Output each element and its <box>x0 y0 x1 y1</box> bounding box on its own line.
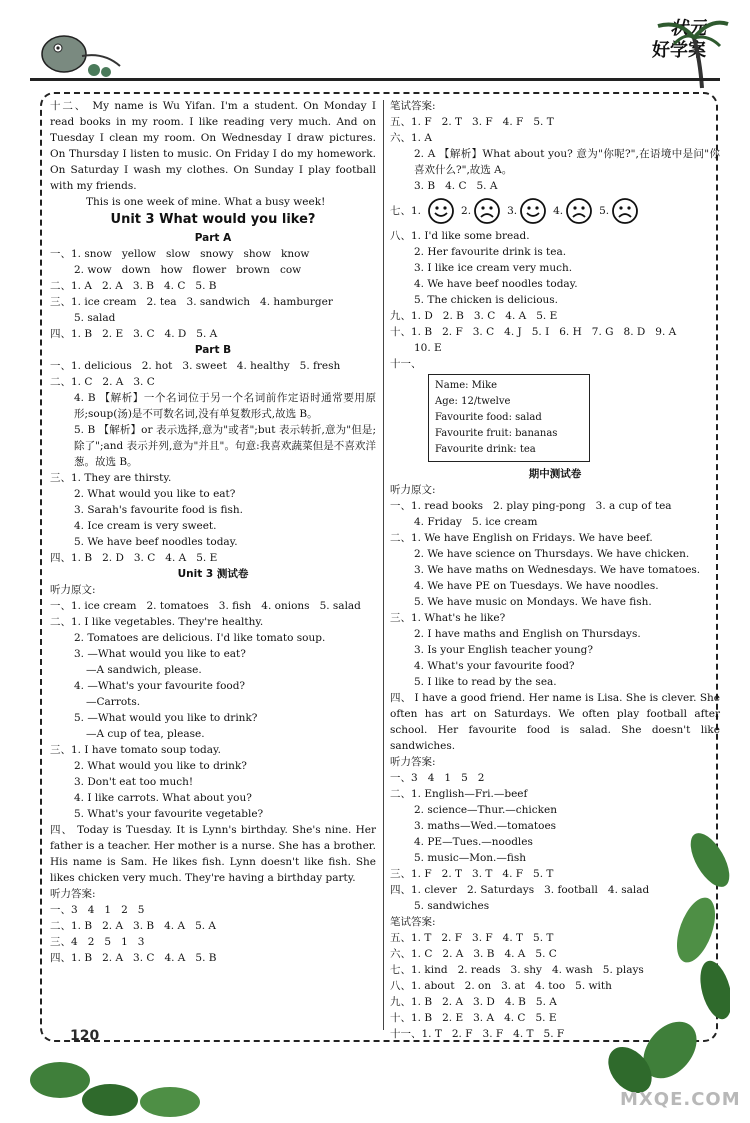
answer-line: 七、1. kind 2. reads 3. shy 4. wash 5. plays <box>390 964 644 976</box>
answer-line: —A cup of tea, please. <box>86 728 205 740</box>
answer-explanation: 2. A 【解析】What about you? 意为"你呢?",在语境中是问"你喜欢什么?",故选 A。 <box>414 148 720 176</box>
info-drink: Favourite drink: tea <box>435 444 536 455</box>
face-answer <box>427 197 455 225</box>
section-label: 听力原文: <box>390 484 436 496</box>
answer-line: 三、1. ice cream 2. tea 3. sandwich 4. hamburger <box>50 296 333 308</box>
answer-line: 4. I like carrots. What about you? <box>74 792 252 804</box>
sad-face-icon <box>611 197 639 225</box>
answer-line: 4. —What's your favourite food? <box>74 680 246 692</box>
answer-line: 一、1. ice cream 2. tomatoes 3. fish 4. onions 5. salad <box>50 600 361 612</box>
answer-line: 2. I have maths and English on Thursdays. <box>414 628 641 640</box>
header-rule <box>30 78 720 81</box>
midterm-heading: 期中测试卷 <box>528 468 582 480</box>
answer-line: 九、1. D 2. B 3. C 4. A 5. E <box>390 310 558 322</box>
listening-passage: 四、 I have a good friend. Her name is Lisa. She is clever. She often has art on Saturdays. We often play football after school. Her favourite food is salad. She doesn't like sandwiches. <box>390 692 720 752</box>
answer-line: 五、1. T 2. F 3. F 4. T 5. T <box>390 932 554 944</box>
answer-explanation: 4. B 【解析】一个名词位于另一个名词前作定语时通常要用原形;soup(汤)是不可数名词,没有单复数形式,故选 B。 <box>74 392 376 420</box>
answer-line: 三、4 2 5 1 3 <box>50 936 145 948</box>
answer-line: 2. Tomatoes are delicious. I'd like tomato soup. <box>74 632 326 644</box>
leaves-bottom-icon <box>30 1020 210 1120</box>
right-column <box>390 98 720 1042</box>
answer-line: 一、1. read books 2. play ping-pong 3. a cup of tea <box>390 500 672 512</box>
face-answer <box>599 197 639 225</box>
answer-line: 六、1. C 2. A 3. B 4. A 5. C <box>390 948 557 960</box>
sad-face-icon <box>473 197 501 225</box>
answer-line: 八、1. about 2. on 3. at 4. too 5. with <box>390 980 612 992</box>
answer-line: 4. We have PE on Tuesdays. We have noodles. <box>414 580 659 592</box>
unit-title: Unit 3 What would you like? <box>110 212 316 227</box>
answer-line: 2. What would you like to drink? <box>74 760 247 772</box>
answer-line: 三、1. I have tomato soup today. <box>50 744 221 756</box>
answer-line: 三、1. What's he like? <box>390 612 506 624</box>
answer-line: 4. What's your favourite food? <box>414 660 575 672</box>
answer-line: 3. Don't eat too much! <box>74 776 194 788</box>
face-label: 5. <box>599 205 610 217</box>
answer-line: 二、1. We have English on Fridays. We have beef. <box>390 532 653 544</box>
face-label: 七、1. <box>390 205 422 217</box>
brand-line1: 状元 <box>670 18 706 39</box>
answer-line: 5. We have beef noodles today. <box>74 536 238 548</box>
answer-line: 5. music—Mon.—fish <box>414 852 527 864</box>
section-label: 听力原文: <box>50 584 96 596</box>
answer-line: 四、1. clever 2. Saturdays 3. football 4. salad <box>390 884 650 896</box>
answer-line: 3. We have maths on Wednesdays. We have tomatoes. <box>414 564 701 576</box>
brand-line2: 好学案 <box>652 40 706 61</box>
answer-explanation: 5. B 【解析】or 表示选择,意为"或者";but 表示转折,意为"但是;除了";and 表示并列,意为"并且"。句意:我喜欢蔬菜但是不喜欢洋葱。故选 B。 <box>74 424 376 468</box>
column-divider <box>383 100 384 1030</box>
answer-line: 四、1. B 2. D 3. C 4. A 5. E <box>50 552 218 564</box>
info-age: Age: 12/twelve <box>435 396 511 407</box>
answer-line: 10. E <box>414 342 442 354</box>
answer-line: 2. What would you like to eat? <box>74 488 236 500</box>
answer-line: 5. We have music on Mondays. We have fish. <box>414 596 652 608</box>
answer-line: 一、3 4 1 2 5 <box>50 904 145 916</box>
answer-line: 3. maths—Wed.—tomatoes <box>414 820 557 832</box>
answer-line: 一、1. snow yellow slow snowy show know <box>50 248 310 260</box>
answer-line: 4. Ice cream is very sweet. <box>74 520 217 532</box>
answer-line: 八、1. I'd like some bread. <box>390 230 530 242</box>
answer-line: 二、1. I like vegetables. They're healthy. <box>50 616 264 628</box>
answer-line: 二、1. A 2. A 3. B 4. C 5. B <box>50 280 217 292</box>
happy-face-icon <box>519 197 547 225</box>
section-label: 笔试答案: <box>390 100 436 112</box>
answer-line: 3. —What would you like to eat? <box>74 648 246 660</box>
sad-face-icon <box>565 197 593 225</box>
answer-line: 3. Is your English teacher young? <box>414 644 593 656</box>
answer-line: 四、1. B 2. A 3. C 4. A 5. B <box>50 952 217 964</box>
answer-line: 5. —What would you like to drink? <box>74 712 258 724</box>
face-answer <box>461 197 501 225</box>
answer-line: 四、1. B 2. E 3. C 4. D 5. A <box>50 328 218 340</box>
left-column <box>50 98 376 966</box>
answer-line: 3. Sarah's favourite food is fish. <box>74 504 243 516</box>
face-label: 3. <box>507 205 518 217</box>
section-label: 听力答案: <box>390 756 436 768</box>
page-number: 120 <box>70 1028 100 1044</box>
answer-line: 十一、 <box>390 358 422 370</box>
watermark: MXQE.COM <box>620 1089 741 1110</box>
answer-line: 一、1. delicious 2. hot 3. sweet 4. healthy 5. fresh <box>50 360 341 372</box>
info-food: Favourite food: salad <box>435 412 542 423</box>
answer-line: —A sandwich, please. <box>86 664 202 676</box>
face-answer <box>553 197 593 225</box>
answer-line: 九、1. B 2. A 3. D 4. B 5. A <box>390 996 557 1008</box>
passage-closing: This is one week of mine. What a busy week! <box>86 196 326 208</box>
section-label: 笔试答案: <box>390 916 436 928</box>
info-card <box>428 374 590 462</box>
face-label: 2. <box>461 205 472 217</box>
answer-line: 2. wow down how flower brown cow <box>74 264 302 276</box>
mascot-illustration <box>34 26 124 81</box>
answer-line: 一、3 4 1 5 2 <box>390 772 485 784</box>
answer-line: 3. B 4. C 5. A <box>414 180 498 192</box>
answer-line: 五、1. F 2. T 3. F 4. F 5. T <box>390 116 554 128</box>
answer-line: 2. We have science on Thursdays. We have chicken. <box>414 548 690 560</box>
face-answer <box>507 197 547 225</box>
listening-passage: 四、 Today is Tuesday. It is Lynn's birthday. She's nine. Her father is a teacher. Her mother is a nurse. She has a brother. His name is Sam. He likes fish. Lynn doesn't like fish. She likes chicken very much. They're having a birthday party. <box>50 824 376 884</box>
answer-line: 二、1. English—Fri.—beef <box>390 788 528 800</box>
info-fruit: Favourite fruit: bananas <box>435 428 558 439</box>
answer-line: 二、1. C 2. A 3. C <box>50 376 155 388</box>
answer-line: 十、1. B 2. E 3. A 4. C 5. E <box>390 1012 557 1024</box>
answer-line: 5. What's your favourite vegetable? <box>74 808 264 820</box>
answer-line: 4. Friday 5. ice cream <box>414 516 538 528</box>
happy-face-icon <box>427 197 455 225</box>
answer-line: 5. I like to read by the sea. <box>414 676 557 688</box>
part-a-heading: Part A <box>194 232 232 244</box>
answer-line: 5. sandwiches <box>414 900 490 912</box>
answer-line: 3. I like ice cream very much. <box>414 262 573 274</box>
answer-line: 2. science—Thur.—chicken <box>414 804 558 816</box>
unit-test-heading: Unit 3 测试卷 <box>177 568 249 580</box>
answer-line: 2. Her favourite drink is tea. <box>414 246 567 258</box>
answer-line: 5. The chicken is delicious. <box>414 294 559 306</box>
answer-line: 5. salad <box>74 312 116 324</box>
answer-line: 十、1. B 2. F 3. C 4. J 5. I 6. H 7. G 8. D 9. A <box>390 326 677 338</box>
answer-line: 六、1. A <box>390 132 432 144</box>
info-name: Name: Mike <box>435 380 498 391</box>
answer-line: 二、1. B 2. A 3. B 4. A 5. A <box>50 920 217 932</box>
answer-line: —Carrots. <box>86 696 141 708</box>
answer-line: 十一、1. T 2. F 3. F 4. T 5. F <box>390 1028 565 1040</box>
part-b-heading: Part B <box>194 344 232 356</box>
section-label: 听力答案: <box>50 888 96 900</box>
answer-line: 三、1. F 2. T 3. T 4. F 5. T <box>390 868 554 880</box>
face-label: 4. <box>553 205 564 217</box>
face-answers <box>390 194 720 228</box>
reading-passage: 十二、 My name is Wu Yifan. I'm a student. On Monday I read books in my room. I like reading very much. And on Tuesday I clean my room. On Wednesday I draw pictures. On Thursday I listen to music. On Friday I do my homework. On Saturday I wash my clothes. On Sunday I play football with my friends. <box>50 100 376 192</box>
answer-line: 三、1. They are thirsty. <box>50 472 172 484</box>
answer-line: 4. We have beef noodles today. <box>414 278 578 290</box>
answer-line: 4. PE—Tues.—noodles <box>414 836 533 848</box>
